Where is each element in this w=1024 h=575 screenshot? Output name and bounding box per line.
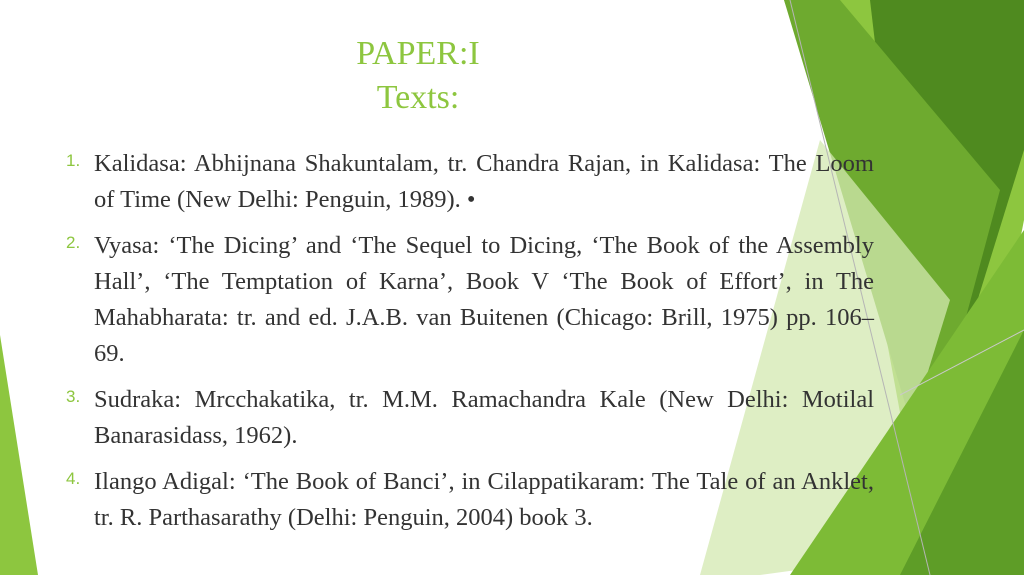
slide-subtitle: Texts: [376,79,460,116]
item-text: Ilango Adigal: ‘The Book of Banci’, in Cilappatikaram: The Tale of an Anklet, tr. R. Parthasarathy (Delhi: Penguin, 2004) book 3. [94,468,874,531]
text-list [60,146,874,546]
item-text: Kalidasa: Abhijnana Shakuntalam, tr. Chandra Rajan, in Kalidasa: The Loom of Time (New Delhi: Penguin, 1989). • [94,150,874,213]
item-number: 4. [66,469,81,488]
slide-title: PAPER:I [356,35,480,72]
list-item [60,146,874,218]
list-item [60,464,874,536]
list-item [60,228,874,372]
item-text: Vyasa: ‘The Dicing’ and ‘The Sequel to Dicing, ‘The Book of the Assembly Hall’, ‘The Temptation of Karna’, Book V ‘The Book of Effort’, in The Mahabharata: tr. and ed. J.A.B. van Buitenen (Chicago: Brill, 1975) pp. 106–69. [94,232,874,367]
left-corner-facet [0,335,38,575]
item-number: 2. [66,233,81,252]
list-item [60,382,874,454]
item-text: Sudraka: Mrcchakatika, tr. M.M. Ramachandra Kale (New Delhi: Motilal Banarasidass, 1962). [94,386,874,449]
item-number: 3. [66,387,81,406]
item-number: 1. [66,151,81,170]
